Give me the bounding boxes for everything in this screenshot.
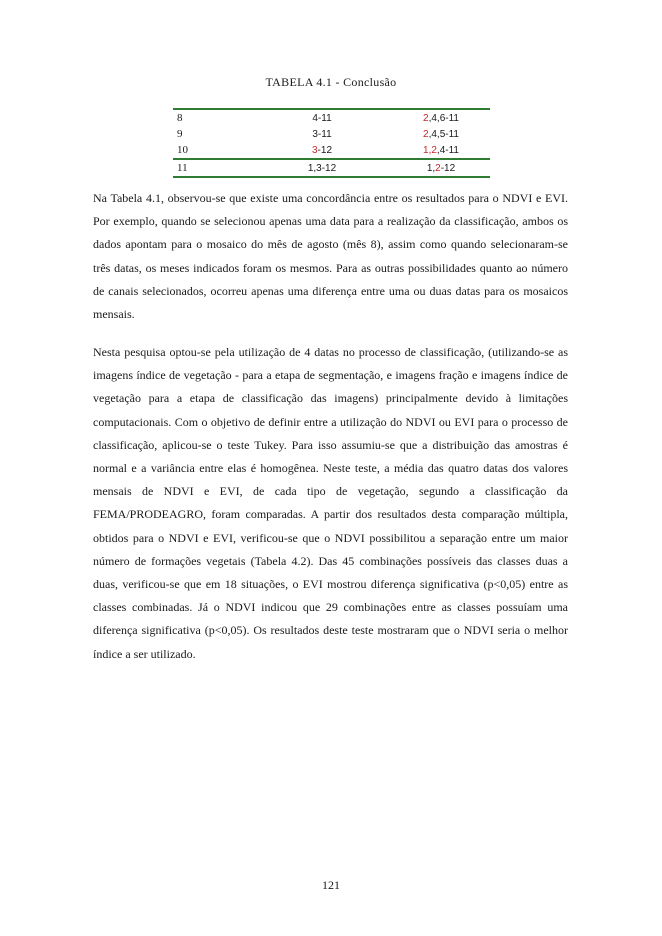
ndvi-months: 3-11 [312, 129, 332, 140]
evi-months: 2,4,6-11 [423, 113, 459, 124]
row-month-count: 9 [177, 128, 183, 140]
evi-months: 1,2-12 [426, 163, 456, 174]
ndvi-months: 3-12 [311, 145, 332, 156]
table-caption: TABELA 4.1 - Conclusão [265, 75, 397, 89]
ndvi-months: 1,3-12 [307, 163, 337, 174]
row-month-count: 11 [177, 162, 188, 174]
evi-months: 2,4,5-11 [423, 129, 459, 140]
table-row [173, 126, 490, 142]
body-paragraph: Nesta pesquisa optou-se pela utilização de 4 datas no processo de classificação, (utilizando-se as imagens índice de vegetação - para a etapa de segmentação, e imagens fração e imagens índice de vegetação para a etapa de classificação das imagens) principalmente devido à limitações computacionais. Com o objetivo de definir entre a utilização do NDVI ou EVI para o processo de classificação, aplicou-se o teste Tukey. Para isso assumiu-se que a distribuição das amostras é normal e a variância entre elas é homogênea. Neste teste, a média das quatro datas dos valores mensais de NDVI e EVI, de cada tipo de vegetação, segundo a classificação da FEMA/PRODEAGRO, foram comparadas. A partir dos resultados desta comparação múltipla, obtidos para o NDVI e EVI, verificou-se que o NDVI possibilitou a separação entre um maior número de formações vegetais (Tabela 4.2). Das 45 combinações possíveis das classes duas a duas, verificou-se que em 18 situações, o EVI mostrou diferença significativa (p<0,05) entre as classes combinadas. Já o NDVI indicou que 29 combinações entre as classes possuíam uma diferença significativa (p<0,05). Os resultados deste teste mostraram que o NDVI seria o melhor índice a ser utilizado. [93, 345, 568, 661]
evi-months: 1,2,4-11 [423, 145, 459, 156]
row-month-count: 10 [177, 144, 188, 156]
table-row [173, 160, 490, 176]
ndvi-months: 4-11 [312, 113, 332, 124]
table-bottom-rule [173, 176, 490, 178]
table-row [173, 110, 490, 126]
body-paragraph: Na Tabela 4.1, observou-se que existe uma concordância entre os resultados para o NDVI e EVI. Por exemplo, quando se selecionou apenas uma data para a realização da classificação, ambos os dados apontam para o mosaico do mês de agosto (mês 8), assim como quando selecionaram-se três datas, os meses indicados foram os mesmos. Para as outras possibilidades quanto ao número de canais selecionados, ocorreu apenas uma diferença entre uma ou duas datas para os mosaicos mensais. [93, 191, 568, 322]
data-table [173, 108, 490, 178]
table-row [173, 142, 490, 158]
row-month-count: 8 [177, 112, 183, 124]
page-number: 121 [322, 878, 340, 892]
